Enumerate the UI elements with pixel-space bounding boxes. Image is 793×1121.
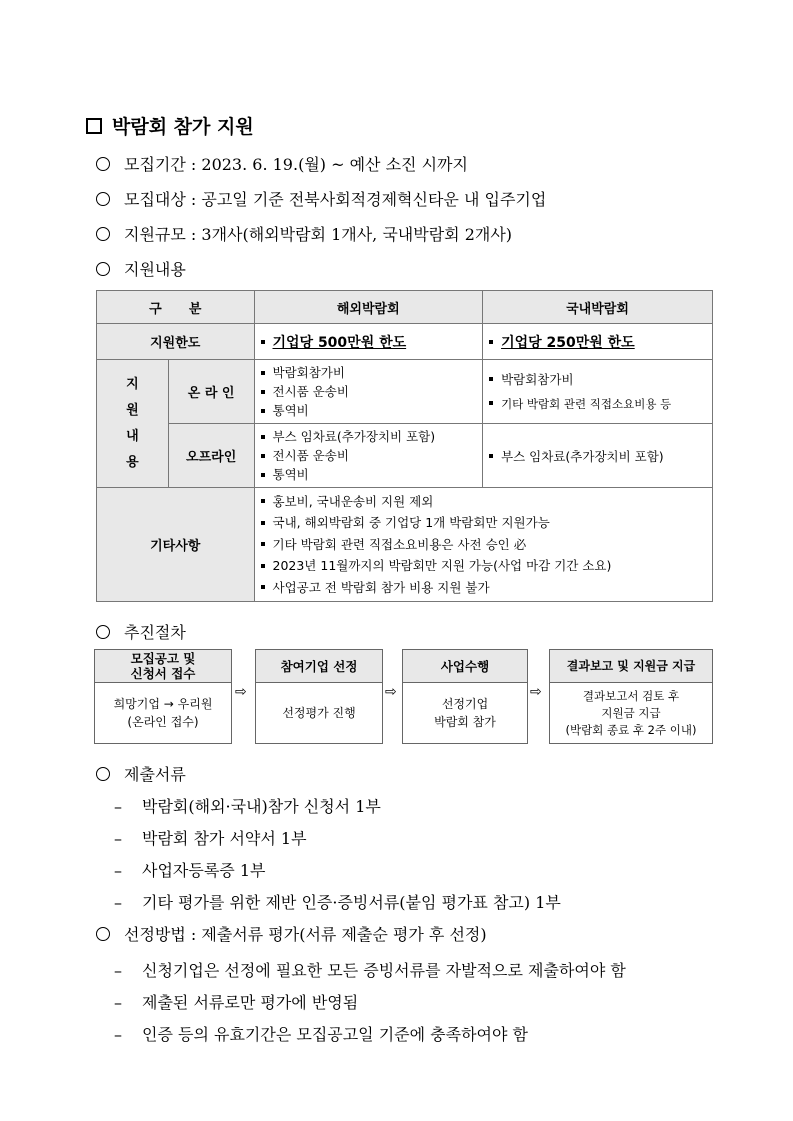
step-body: 선정평가 진행 — [282, 706, 356, 720]
etc-items: 홍보비, 국내운송비 지원 제외 국내, 해외박람회 중 기업당 1개 박람회만 지원가능 기타 박람회 관련 직접소요비용은 사전 승인 必 2023년 11월까지의 박람회만 지원 가능(사업 마감 기간 소요) 사업공고 전 박람회 참가 비용 지원 불가 — [254, 488, 713, 602]
square-bullet-icon — [489, 340, 493, 344]
circle-bullet-icon — [96, 767, 110, 781]
square-bullet-icon — [261, 564, 265, 568]
square-bullet-icon — [261, 340, 265, 344]
header-category: 구 분 — [97, 291, 255, 324]
selection-item: – 인증 등의 유효기간은 모집공고일 기준에 충족하여야 함 — [114, 1025, 529, 1044]
square-bullet-icon — [489, 401, 493, 405]
doc-item: – 박람회(해외·국내)참가 신청서 1부 — [114, 797, 381, 816]
circle-bullet-icon — [96, 625, 110, 639]
step-title: 모집공고 및 신청서 접수 — [95, 650, 231, 683]
square-bullet-icon — [261, 390, 265, 394]
step-title: 참여기업 선정 — [256, 650, 382, 683]
square-bullet-icon — [261, 454, 265, 458]
support-scale: 지원규모 : 3개사(해외박람회 1개사, 국내박람회 2개사) — [96, 222, 512, 245]
support-table — [96, 290, 713, 602]
selection-item: – 제출된 서류로만 평가에 반영됨 — [114, 993, 359, 1012]
header-overseas: 해외박람회 — [254, 291, 483, 324]
procedure-step-3 — [402, 649, 528, 744]
procedure-step-1 — [94, 649, 232, 744]
doc-item: – 사업자등록증 1부 — [114, 861, 266, 880]
step-title: 결과보고 및 지원금 지급 — [550, 650, 712, 683]
selection-heading: 선정방법 : 제출서류 평가(서류 제출순 평가 후 선정) — [96, 922, 487, 945]
selection-item: – 신청기업은 선정에 필요한 모든 증빙서류를 자발적으로 제출하여야 함 — [114, 961, 626, 980]
square-bullet-icon — [261, 521, 265, 525]
limit-overseas: 기업당 500만원 한도 — [254, 324, 483, 360]
circle-bullet-icon — [96, 227, 110, 241]
square-bullet-icon — [261, 499, 265, 503]
recruit-period: 모집기간 : 2023. 6. 19.(월) ~ 예산 소진 시까지 — [96, 152, 468, 175]
square-bullet-icon — [489, 377, 493, 381]
support-content-heading: 지원내용 — [96, 257, 186, 280]
right-arrow-icon: ⇨ — [235, 684, 247, 700]
online-domestic: 박람회참가비 기타 박람회 관련 직접소요비용 등 — [483, 360, 713, 424]
right-arrow-icon: ⇨ — [530, 684, 542, 700]
online-label: 온 라 인 — [168, 360, 254, 424]
docs-heading: 제출서류 — [96, 762, 186, 785]
online-overseas: 박람회참가비 전시품 운송비 통역비 — [254, 360, 483, 424]
square-bullet-icon — [489, 454, 493, 458]
right-arrow-icon: ⇨ — [385, 684, 397, 700]
limit-label: 지원한도 — [97, 324, 255, 360]
doc-item: – 기타 평가를 위한 제반 인증·증빙서류(붙임 평가표 참고) 1부 — [114, 893, 561, 912]
limit-domestic: 기업당 250만원 한도 — [483, 324, 713, 360]
square-bullet-icon — [261, 371, 265, 375]
checkbox-square-icon — [86, 118, 102, 134]
step-body: 희망기업 → 우리원 (온라인 접수) — [113, 697, 213, 729]
section-title: 박람회 참가 지원 — [86, 112, 254, 139]
offline-domestic: 부스 임차료(추가장치비 포함) — [483, 424, 713, 488]
procedure-heading: 추진절차 — [96, 620, 186, 643]
square-bullet-icon — [261, 542, 265, 546]
circle-bullet-icon — [96, 927, 110, 941]
procedure-step-4 — [549, 649, 713, 744]
circle-bullet-icon — [96, 192, 110, 206]
circle-bullet-icon — [96, 262, 110, 276]
square-bullet-icon — [261, 435, 265, 439]
square-bullet-icon — [261, 409, 265, 413]
offline-overseas: 부스 임차료(추가장치비 포함) 전시품 운송비 통역비 — [254, 424, 483, 488]
offline-label: 오프라인 — [168, 424, 254, 488]
etc-label: 기타사항 — [97, 488, 255, 602]
recruit-target: 모집대상 : 공고일 기준 전북사회적경제혁신타운 내 입주기업 — [96, 187, 546, 210]
step-body: 선정기업 박람회 참가 — [434, 697, 496, 729]
header-domestic: 국내박람회 — [483, 291, 713, 324]
circle-bullet-icon — [96, 157, 110, 171]
step-title: 사업수행 — [403, 650, 527, 683]
square-bullet-icon — [261, 585, 265, 589]
step-body: 결과보고서 검토 후 지원금 지급 (박람회 종료 후 2주 이내) — [565, 688, 697, 737]
content-label: 지 원 내 용 — [97, 360, 169, 488]
square-bullet-icon — [261, 473, 265, 477]
doc-item: – 박람회 참가 서약서 1부 — [114, 829, 307, 848]
procedure-step-2 — [255, 649, 383, 744]
